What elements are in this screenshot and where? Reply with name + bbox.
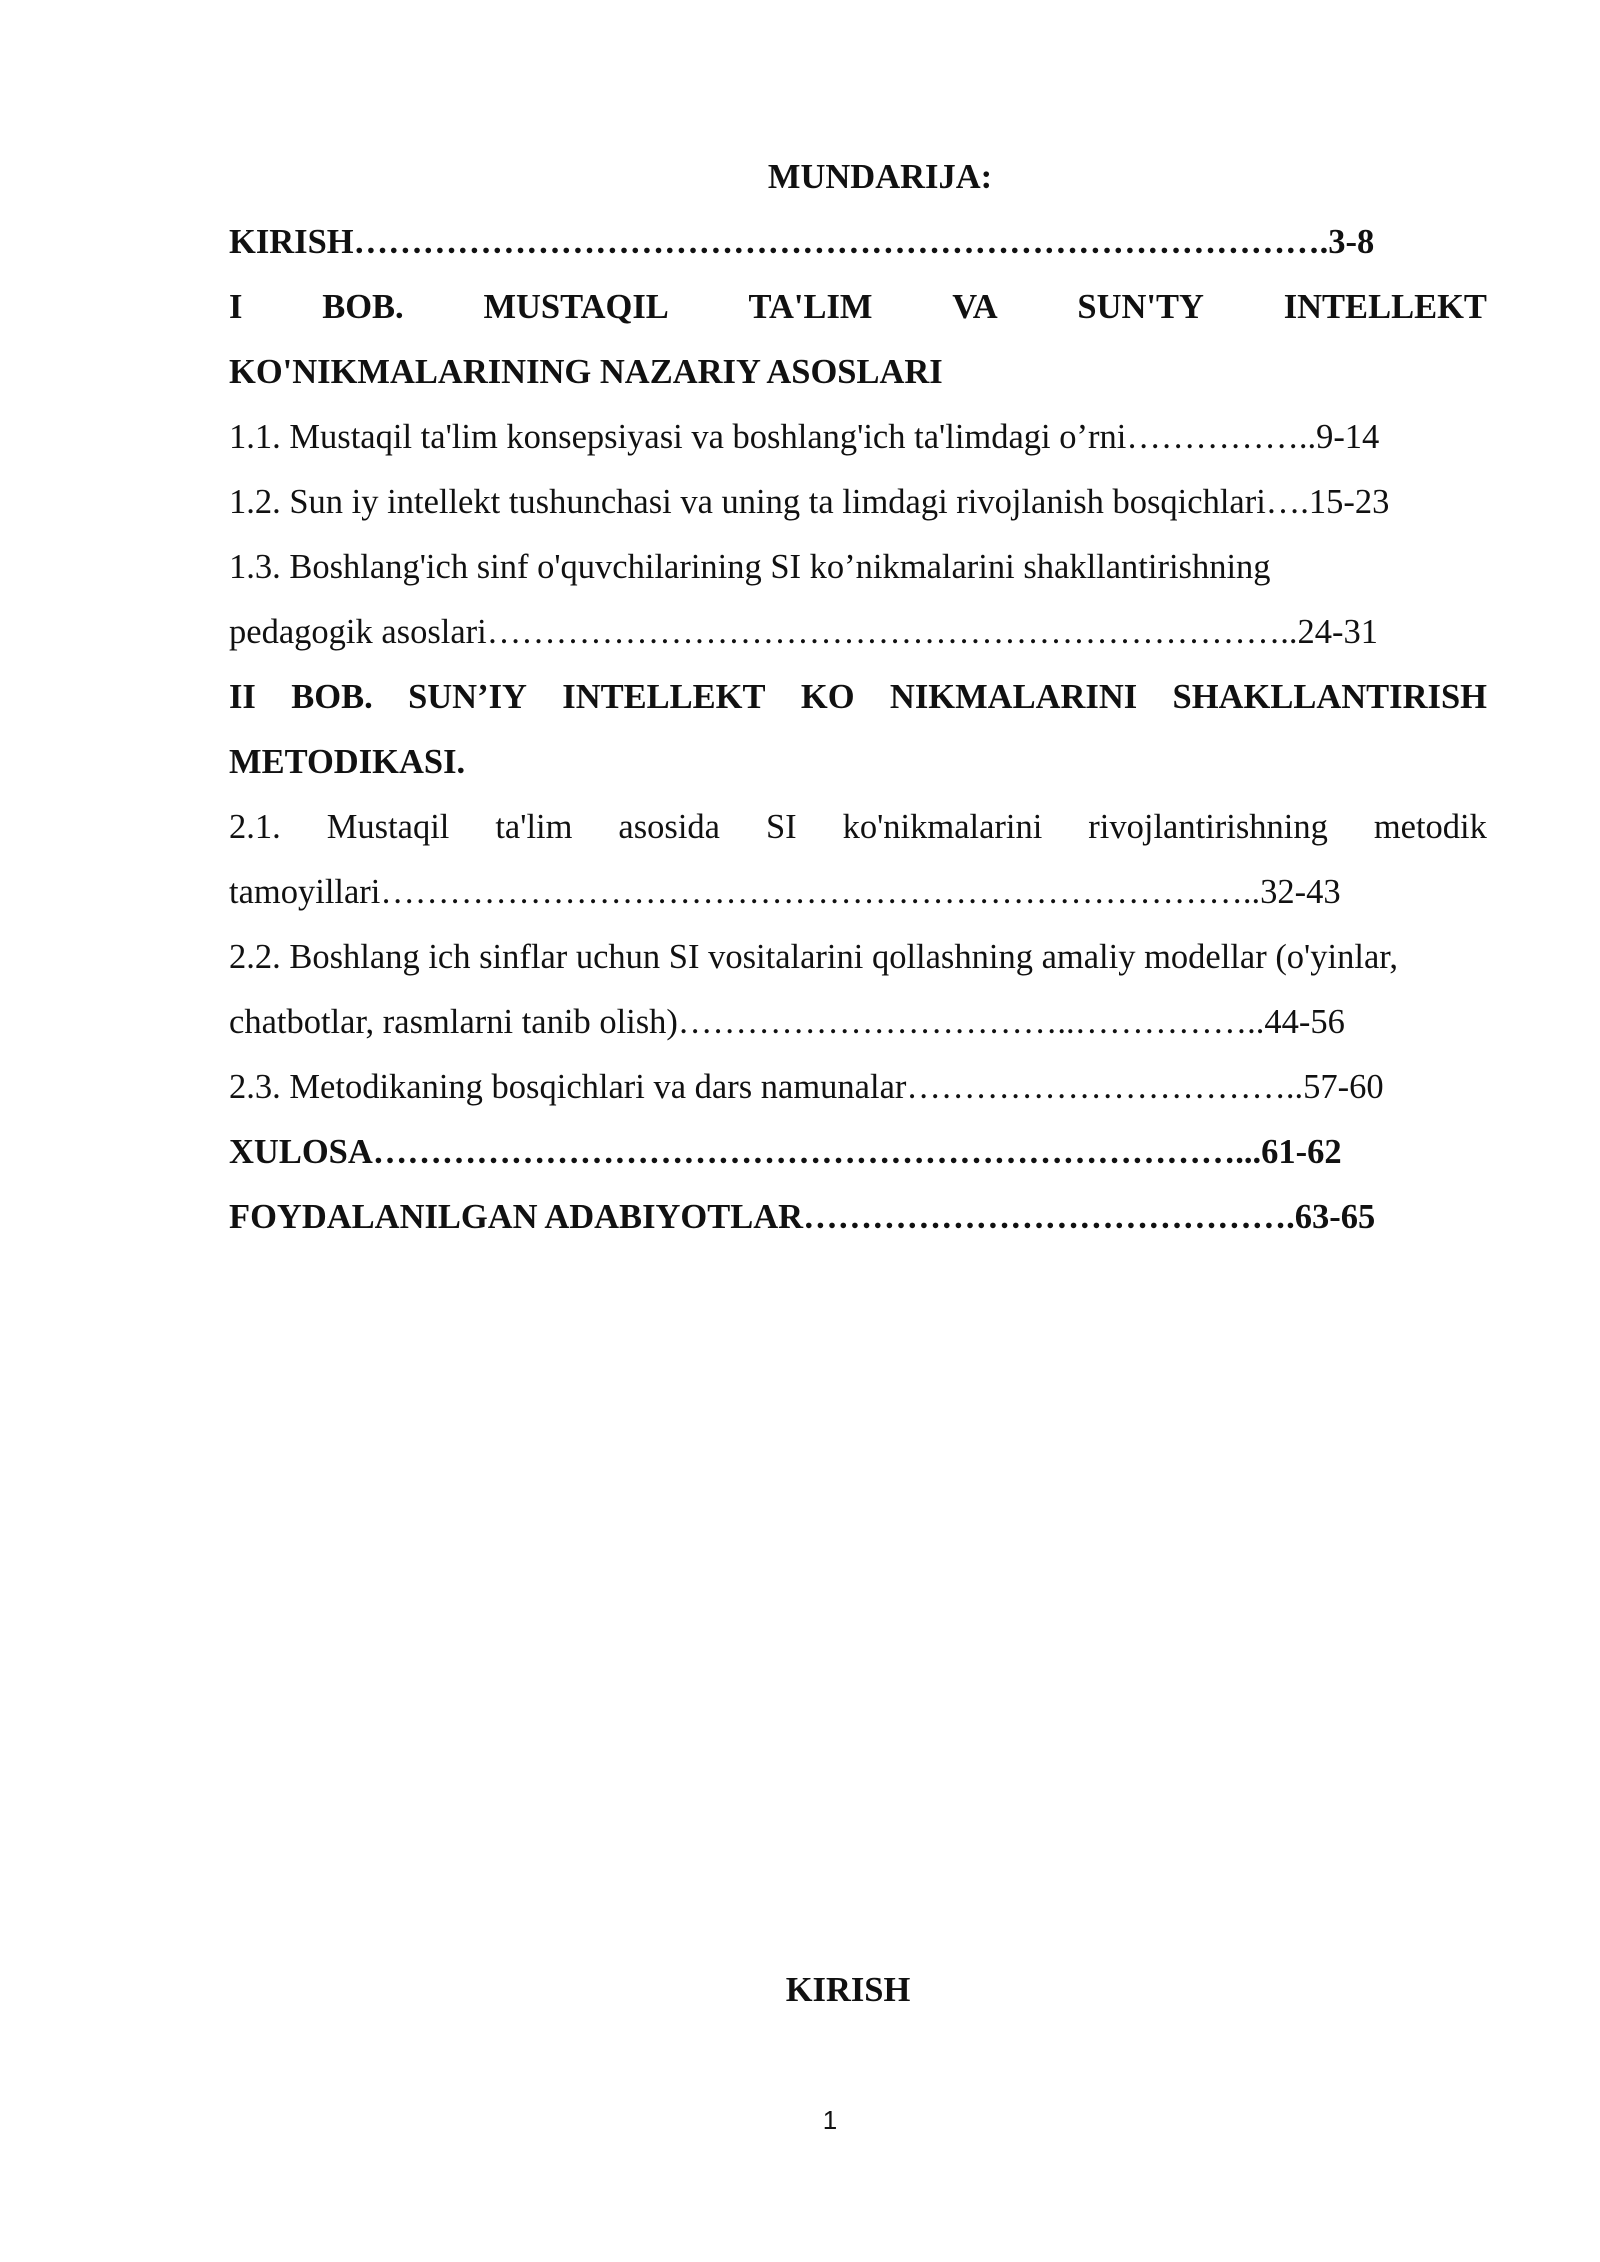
toc-entry-chapter-2-line-2: METODIKASI. [229, 743, 466, 781]
toc-entry-section-2-1-line-1 [229, 795, 1487, 860]
table-of-contents [229, 145, 1487, 1250]
chapter-2-word: INTELLEKT [562, 678, 766, 716]
toc-entry-section-1-2: 1.2. Sun iy intellekt tushunchasi va uning ta limdagi rivojlanish bosqichlari….15-23 [229, 483, 1390, 521]
chapter-1-word: I [229, 288, 243, 326]
toc-entry-chapter-1-line-1 [229, 275, 1487, 340]
section-2-1-word: SI [765, 808, 797, 846]
chapter-1-word: INTELLEKT [1283, 288, 1487, 326]
chapter-1-word: VA [952, 288, 998, 326]
section-2-1-word: ta'lim [495, 808, 573, 846]
chapter-1-word: MUSTAQIL [483, 288, 669, 326]
section-2-1-word: ko'nikmalarini [842, 808, 1043, 846]
toc-entry-kirish: KIRISH………………………………………………………………………….3-8 [229, 223, 1375, 261]
chapter-2-word: SUN’IY [408, 678, 527, 716]
toc-entry-section-2-1-line-2: tamoyillari…………………………………………………………………..32-43 [229, 873, 1341, 911]
section-2-1-word: Mustaqil [326, 808, 450, 846]
toc-entry-section-2-2-line-1: 2.2. Boshlang ich sinflar uchun SI vositalarini qollashning amaliy modellar (o'yinlar, [229, 938, 1398, 976]
section-2-1-word: metodik [1373, 808, 1487, 846]
next-section-heading: KIRISH [785, 1971, 911, 2009]
toc-entry-xulosa: XULOSA…………………………………………………………………...61-62 [229, 1133, 1342, 1171]
toc-entry-chapter-1-line-2: KO'NIKMALARINING NAZARIY ASOSLARI [229, 353, 943, 391]
toc-entry-section-2-2-line-2: chatbotlar, rasmlarni tanib olish)……………………………..……………..44-56 [229, 1003, 1345, 1041]
chapter-2-word: II [229, 678, 256, 716]
toc-entry-chapter-2-line-1 [229, 665, 1487, 730]
toc-entry-section-1-1: 1.1. Mustaqil ta'lim konsepsiyasi va boshlang'ich ta'limdagi o’rni……………..9-14 [229, 418, 1380, 456]
toc-entry-adabiyotlar: FOYDALANILGAN ADABIYOTLAR…………………………………….63-65 [229, 1198, 1376, 1236]
toc-entry-section-1-3-line-2: pedagogik asoslari……………………………………………………………..24-31 [229, 613, 1378, 651]
toc-heading: MUNDARIJA: [767, 158, 993, 196]
toc-entry-section-2-3: 2.3. Metodikaning bosqichlari va dars namunalar……………………………..57-60 [229, 1068, 1384, 1106]
chapter-2-word: NIKMALARINI [889, 678, 1138, 716]
page-number: 1 [822, 2105, 838, 2135]
section-2-1-word: 2.1. [229, 808, 281, 846]
section-2-1-word: rivojlantirishning [1088, 808, 1328, 846]
chapter-2-word: SHAKLLANTIRISH [1172, 678, 1487, 716]
toc-entry-section-1-3-line-1: 1.3. Boshlang'ich sinf o'quvchilarining SI ko’nikmalarini shakllantirishning [229, 548, 1271, 586]
chapter-1-word: BOB. [322, 288, 404, 326]
section-2-1-word: asosida [618, 808, 720, 846]
chapter-1-word: TA'LIM [748, 288, 873, 326]
chapter-2-word: KO [800, 678, 855, 716]
chapter-2-word: BOB. [291, 678, 373, 716]
chapter-1-word: SUN'TY [1077, 288, 1204, 326]
